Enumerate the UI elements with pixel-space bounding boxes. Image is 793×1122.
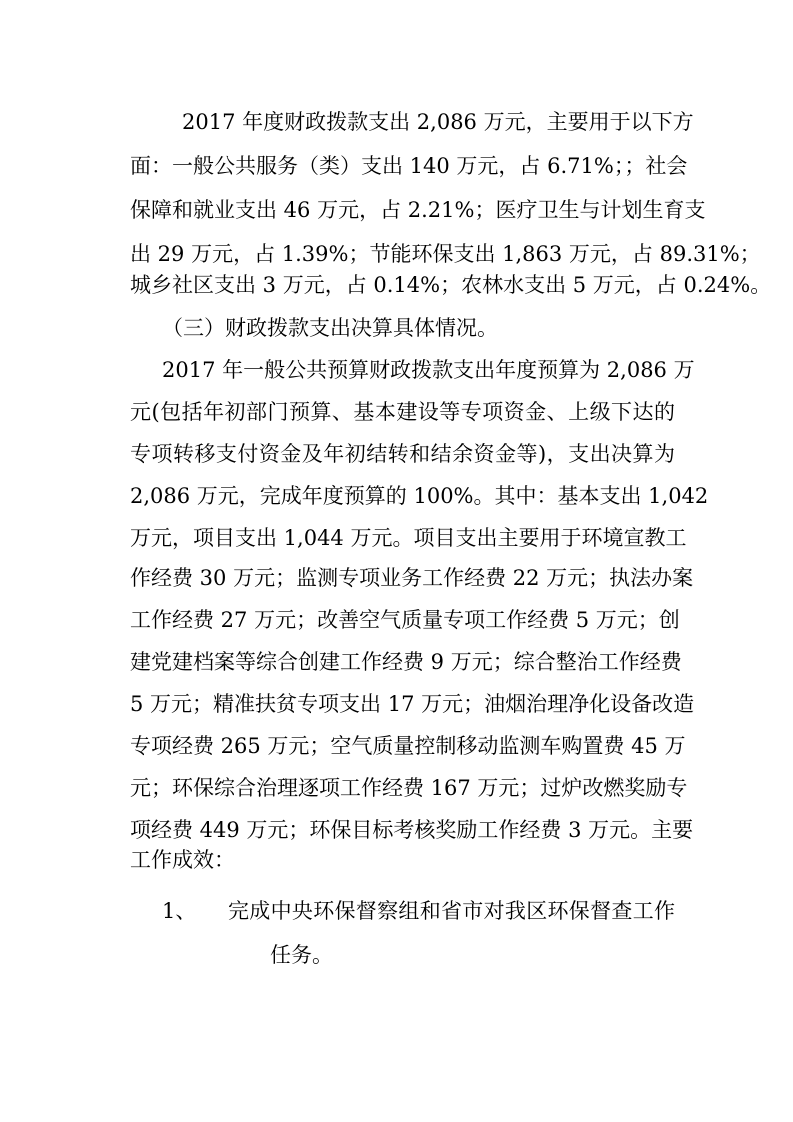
paragraph2-line-10: 专项经费 265 万元；空气质量控制移动监测车购置费 45 万 xyxy=(130,734,686,758)
paragraph2-line-1: 2017 年一般公共预算财政拨款支出年度预算为 2,086 万 xyxy=(162,358,695,382)
list-item-number: 1、 xyxy=(162,899,197,923)
paragraph2-line-12: 项经费 449 万元；环保目标考核奖励工作经费 3 万元。主要 xyxy=(130,818,694,842)
paragraph2-line-8: 建党建档案等综合创建工作经费 9 万元；综合整治工作经费 xyxy=(130,650,682,674)
paragraph1-line-2: 面：一般公共服务（类）支出 140 万元，占 6.71%；；社会 xyxy=(130,154,688,178)
paragraph2-line-3: 专项转移支付资金及年初结转和结余资金等)，支出决算为 xyxy=(130,442,675,466)
paragraph1-line-1: 2017 年度财政拨款支出 2,086 万元，主要用于以下方 xyxy=(182,110,694,134)
paragraph2-line-4: 2,086 万元，完成年度预算的 100%。其中：基本支出 1,042 xyxy=(130,484,709,508)
list-item-text-line-2: 任务。 xyxy=(270,943,333,967)
paragraph1-line-4: 出 29 万元，占 1.39%；节能环保支出 1,863 万元，占 89.31%； xyxy=(130,242,761,266)
paragraph1-line-3: 保障和就业支出 46 万元，占 2.21%；医疗卫生与计划生育支 xyxy=(130,198,706,222)
paragraph2-line-13: 工作成效： xyxy=(130,848,235,872)
paragraph2-line-6: 作经费 30 万元；监测专项业务工作经费 22 万元；执法办案 xyxy=(130,566,694,590)
paragraph2-line-11: 元；环保综合治理逐项工作经费 167 万元；过炉改燃奖励专 xyxy=(130,776,688,800)
paragraph2-line-2: 元(包括年初部门预算、基本建设等专项资金、上级下达的 xyxy=(130,400,675,424)
list-item-text-line-1: 完成中央环保督察组和省市对我区环保督查工作 xyxy=(228,899,675,923)
paragraph2-line-5: 万元，项目支出 1,044 万元。项目支出主要用于环境宣教工 xyxy=(130,526,687,550)
paragraph2-line-9: 5 万元；精准扶贫专项支出 17 万元；油烟治理净化设备改造 xyxy=(130,692,695,716)
paragraph1-line-5: 城乡社区支出 3 万元，占 0.14%；农林水支出 5 万元，占 0.24%。 xyxy=(130,273,772,297)
section-heading: （三）财政拨款支出决算具体情况。 xyxy=(162,316,498,340)
paragraph2-line-7: 工作经费 27 万元；改善空气质量专项工作经费 5 万元；创 xyxy=(130,608,680,632)
